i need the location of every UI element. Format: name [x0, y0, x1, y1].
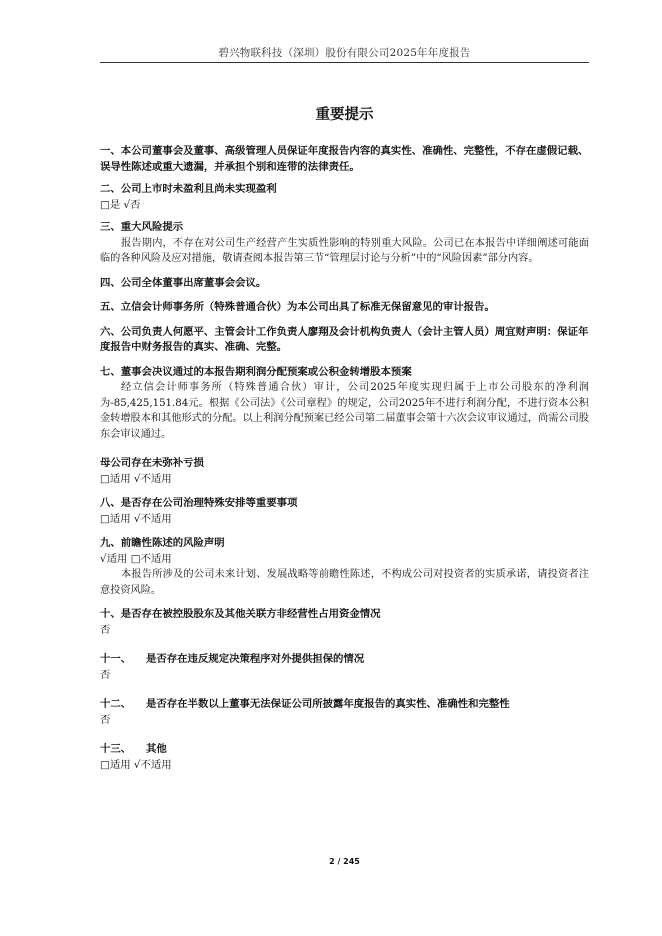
section-10-heading: 十、是否存在被控股股东及其他关联方非经营性占用资金情况 [100, 608, 381, 620]
section-5 [100, 300, 589, 316]
section-4-heading: 四、公司全体董事出席董事会会议。 [100, 276, 267, 289]
section-7b-options: □适用 √不适用 [100, 472, 172, 485]
section-11-answer: 否 [100, 668, 111, 681]
section-11-title: 是否存在违反规定决策程序对外提供担保的情况 [146, 653, 365, 665]
section-13-number: 十三、 [100, 743, 132, 755]
page-header: 碧兴物联科技（深圳）股份有限公司2025年年度报告 [218, 47, 471, 59]
section-6 [100, 325, 589, 356]
section-2 [100, 182, 589, 213]
section-13-options: □适用 √不适用 [100, 758, 172, 771]
section-12-answer: 否 [100, 713, 111, 726]
section-12 [100, 697, 589, 728]
section-1-heading: 一、本公司董事会及董事、高级管理人员保证年度报告内容的真实性、准确性、完整性，不存在虚假记载、误导性陈述或重大遗漏，并承担个别和连带的法律责任。 [100, 145, 589, 173]
section-3 [100, 220, 589, 267]
section-12-number: 十二、 [100, 698, 132, 710]
section-7-body: 经立信会计师事务所（特殊普通合伙）审计，公司2025年度实现归属于上市公司股东的净利润为-85,425,151.84元。根据《公司法》《公司章程》的规定，公司2025年不进行利润分配，不进行资本公积金转增股本和其他形式的分配。以上利润分配预案已经公司第二届董事会第十六次会议审议通过，尚需公司股东会审议通过。 [100, 382, 589, 440]
section-8-heading: 八、是否存在公司治理特殊安排等重要事项 [100, 497, 298, 509]
section-13-title: 其他 [146, 743, 167, 755]
section-9-body: 本报告所涉及的公司未来计划、发展战略等前瞻性陈述，不构成公司对投资者的实质承诺，请投资者注意投资风险。 [100, 569, 589, 596]
section-3-heading: 三、重大风险提示 [100, 221, 184, 233]
section-7b [100, 456, 589, 487]
page-number: 2 / 245 [329, 857, 360, 866]
section-1 [100, 144, 589, 175]
section-12-heading [100, 697, 589, 713]
section-4 [100, 276, 589, 292]
section-12-title: 是否存在半数以上董事无法保证公司所披露年度报告的真实性、准确性和完整性 [146, 698, 510, 710]
section-2-options: □是 √否 [100, 198, 141, 211]
section-11-heading [100, 652, 589, 668]
section-5-heading: 五、立信会计师事务所（特殊普通合伙）为本公司出具了标准无保留意见的审计报告。 [100, 301, 495, 313]
section-10-answer: 否 [100, 623, 111, 636]
section-11 [100, 652, 589, 683]
section-8-options: □适用 √不适用 [100, 512, 172, 525]
page-title: 重要提示 [315, 107, 374, 123]
section-7b-heading: 母公司存在未弥补亏损 [100, 457, 204, 469]
header-rule [100, 62, 589, 63]
section-8 [100, 496, 589, 527]
section-9 [100, 536, 589, 598]
section-13-heading [100, 742, 589, 758]
section-7 [100, 365, 589, 443]
section-13 [100, 742, 589, 773]
section-10 [100, 607, 589, 638]
section-6-heading: 六、公司负责人何愿平、主管会计工作负责人廖翔及会计机构负责人（会计主管人员）周宜财声明：保证年度报告中财务报告的真实、准确、完整。 [100, 325, 589, 353]
section-3-body: 报告期内，不存在对公司生产经营产生实质性影响的特别重大风险。公司已在本报告中详细阐述可能面临的各种风险及应对措施，敬请查阅本报告第三节“管理层讨论与分析”中的“风险因素”部分内容。 [100, 237, 589, 264]
section-9-heading: 九、前瞻性陈述的风险声明 [100, 537, 225, 549]
section-2-heading: 二、公司上市时未盈利且尚未实现盈利 [100, 183, 277, 195]
section-7-heading: 七、董事会决议通过的本报告期利润分配预案或公积金转增股本预案 [100, 365, 412, 378]
document-body [100, 144, 589, 773]
section-11-number: 十一、 [100, 653, 132, 665]
section-9-options: √适用 □不适用 [100, 552, 172, 565]
